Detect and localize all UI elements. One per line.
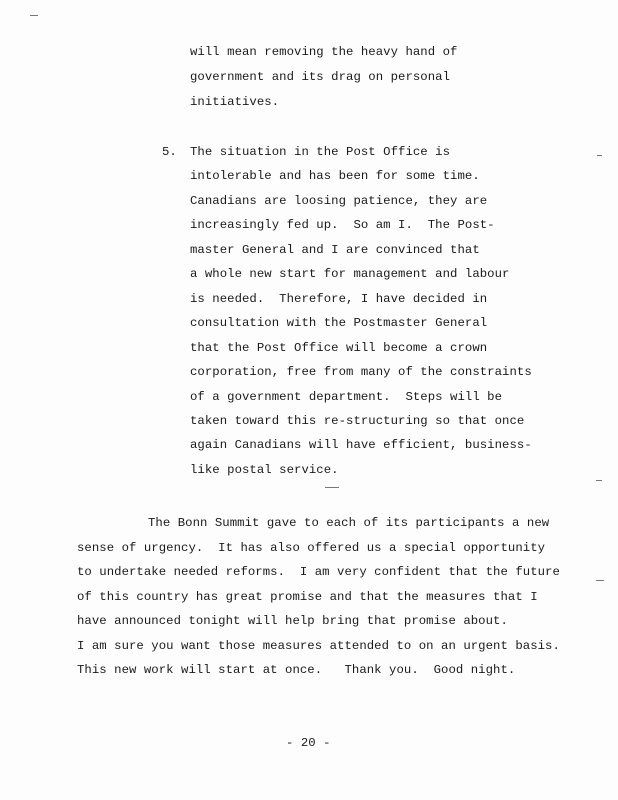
scan-speck [325, 487, 339, 488]
text-line: initiatives. [190, 95, 280, 109]
text-line: of this country has great promise and that the measures that I [77, 589, 538, 604]
text-line: a whole new start for management and labour [190, 267, 510, 282]
text-line: to undertake needed reforms. I am very confident that the future [77, 565, 560, 579]
text-line: increasingly fed up. So am I. The Post- [190, 218, 495, 233]
scan-speck [596, 580, 604, 581]
text-line: that the Post Office will become a crown [190, 340, 488, 355]
text-line: like postal service. [190, 462, 339, 477]
text-line: Canadians are loosing patience, they are [190, 193, 488, 208]
text-line: of a government department. Steps will be [190, 389, 503, 404]
text-line: I am sure you want those measures attended to on an urgent basis. [77, 638, 560, 653]
text-line: This new work will start at once. Thank you. Good night. [77, 663, 516, 677]
scan-speck [597, 155, 602, 156]
text-line: consultation with the Postmaster General [190, 316, 488, 331]
text-line: taken toward this re-structuring so that once [190, 413, 525, 428]
text-line: The Bonn Summit gave to each of its participants a new [148, 516, 550, 530]
scan-speck [30, 15, 38, 16]
text-line: government and its drag on personal [190, 70, 451, 84]
text-line: will mean removing the heavy hand of [190, 45, 458, 59]
text-line: again Canadians will have efficient, business- [190, 438, 532, 453]
text-line: The situation in the Post Office is [190, 145, 451, 159]
text-line: is needed. Therefore, I have decided in [190, 291, 488, 306]
page-number: - 20 - [286, 736, 331, 750]
text-line: sense of urgency. It has also offered us a special opportunity [77, 540, 546, 555]
item-number: 5. [162, 145, 177, 159]
text-line: intolerable and has been for some time. [190, 169, 480, 184]
text-line: corporation, free from many of the constraints [190, 365, 532, 380]
text-line: master General and I are convinced that [190, 242, 480, 257]
text-line: have announced tonight will help bring that promise about. [77, 614, 508, 628]
scan-speck [596, 480, 602, 481]
